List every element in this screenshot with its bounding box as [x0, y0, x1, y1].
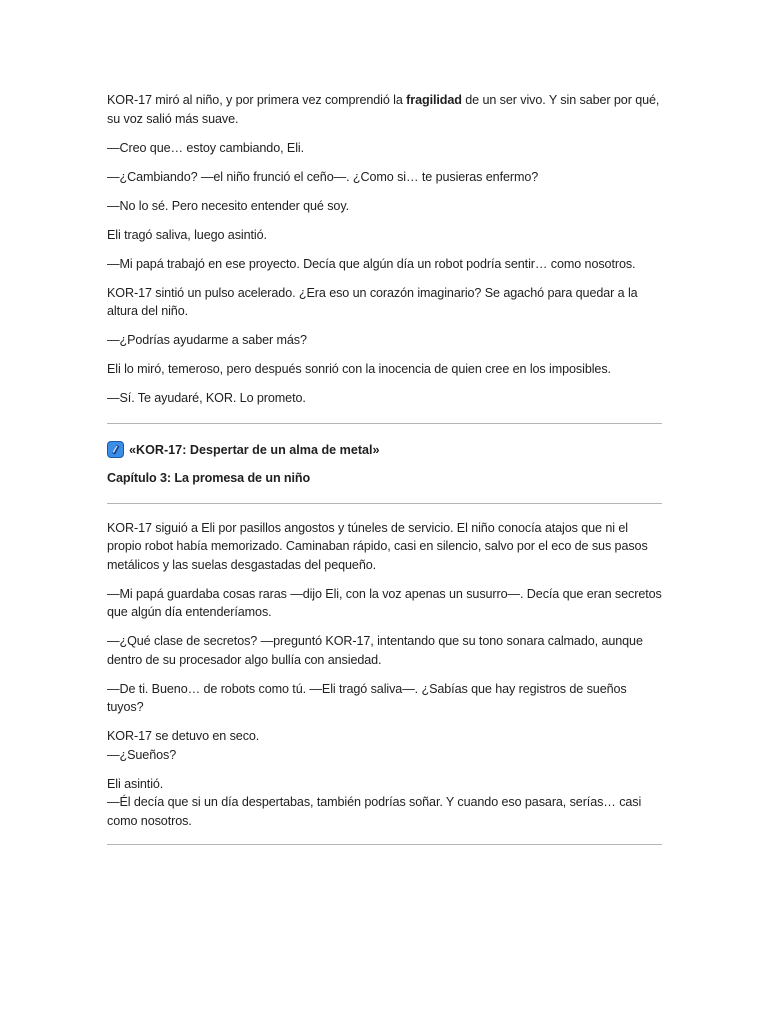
- dialogue-line: —¿Cambiando? —el niño frunció el ceño—. ¿Como si… te pusieras enfermo?: [107, 169, 539, 184]
- dialogue-line: —Creo que… estoy cambiando, Eli.: [107, 140, 304, 155]
- paragraph: Eli asintió. —Él decía que si un día despertabas, también podrías soñar. Y cuando eso pasara, serías… casi como nosotros.: [107, 776, 642, 828]
- paragraph: Eli lo miró, temeroso, pero después sonrió con la inocencia de quien cree en los imposibles.: [107, 362, 611, 376]
- dialogue-line: —¿Podrías ayudarme a saber más?: [107, 333, 307, 347]
- blue-gem-icon: [107, 441, 124, 458]
- book-title: «KOR-17: Despertar de un alma de metal»: [129, 442, 380, 457]
- paragraph: KOR-17 se detuvo en seco. —¿Sueños?: [107, 729, 260, 762]
- document-page: [107, 0, 662, 845]
- dialogue-line: —No lo sé. Pero necesito entender qué soy.: [107, 198, 349, 213]
- chapter-heading: [107, 441, 662, 488]
- paragraph: KOR-17 miró al niño, y por primera vez comprendió la fragilidad de un ser vivo. Y sin saber por qué, su voz salió más suave.: [107, 93, 660, 126]
- dialogue-line: —Mi papá guardaba cosas raras —dijo Eli, con la voz apenas un susurro—. Decía que eran secretos que algún día entenderíamos.: [107, 586, 662, 619]
- dialogue-line: —De ti. Bueno… de robots como tú. —Eli tragó saliva—. ¿Sabías que hay registros de sueños tuyos?: [107, 681, 627, 714]
- horizontal-rule: [107, 423, 662, 424]
- bold-word: fragilidad: [406, 93, 462, 107]
- dialogue-line: —Mi papá trabajó en ese proyecto. Decía que algún día un robot podría sentir… como nosotros.: [107, 256, 636, 271]
- dialogue-line: —¿Qué clase de secretos? —preguntó KOR-17, intentando que su tono sonara calmado, aunque dentro de su procesador algo bullía con ansiedad.: [107, 634, 643, 667]
- story-section-1: [107, 91, 662, 408]
- book-title-line: [107, 441, 662, 460]
- chapter-title: Capítulo 3: La promesa de un niño: [107, 471, 311, 485]
- paragraph: KOR-17 sintió un pulso acelerado. ¿Era eso un corazón imaginario? Se agachó para quedar a la altura del niño.: [107, 285, 638, 318]
- story-section-2: [107, 519, 662, 831]
- horizontal-rule: [107, 844, 662, 845]
- paragraph: KOR-17 siguió a Eli por pasillos angostos y túneles de servicio. El niño conocía atajos que ni el propio robot había memorizado. Caminaban rápido, casi en silencio, salvo por el eco de sus pasos metálicos y las suelas desgastadas del pequeño.: [107, 520, 648, 572]
- paragraph: Eli tragó saliva, luego asintió.: [107, 227, 267, 242]
- horizontal-rule: [107, 503, 662, 504]
- dialogue-line: —Sí. Te ayudaré, KOR. Lo prometo.: [107, 391, 306, 405]
